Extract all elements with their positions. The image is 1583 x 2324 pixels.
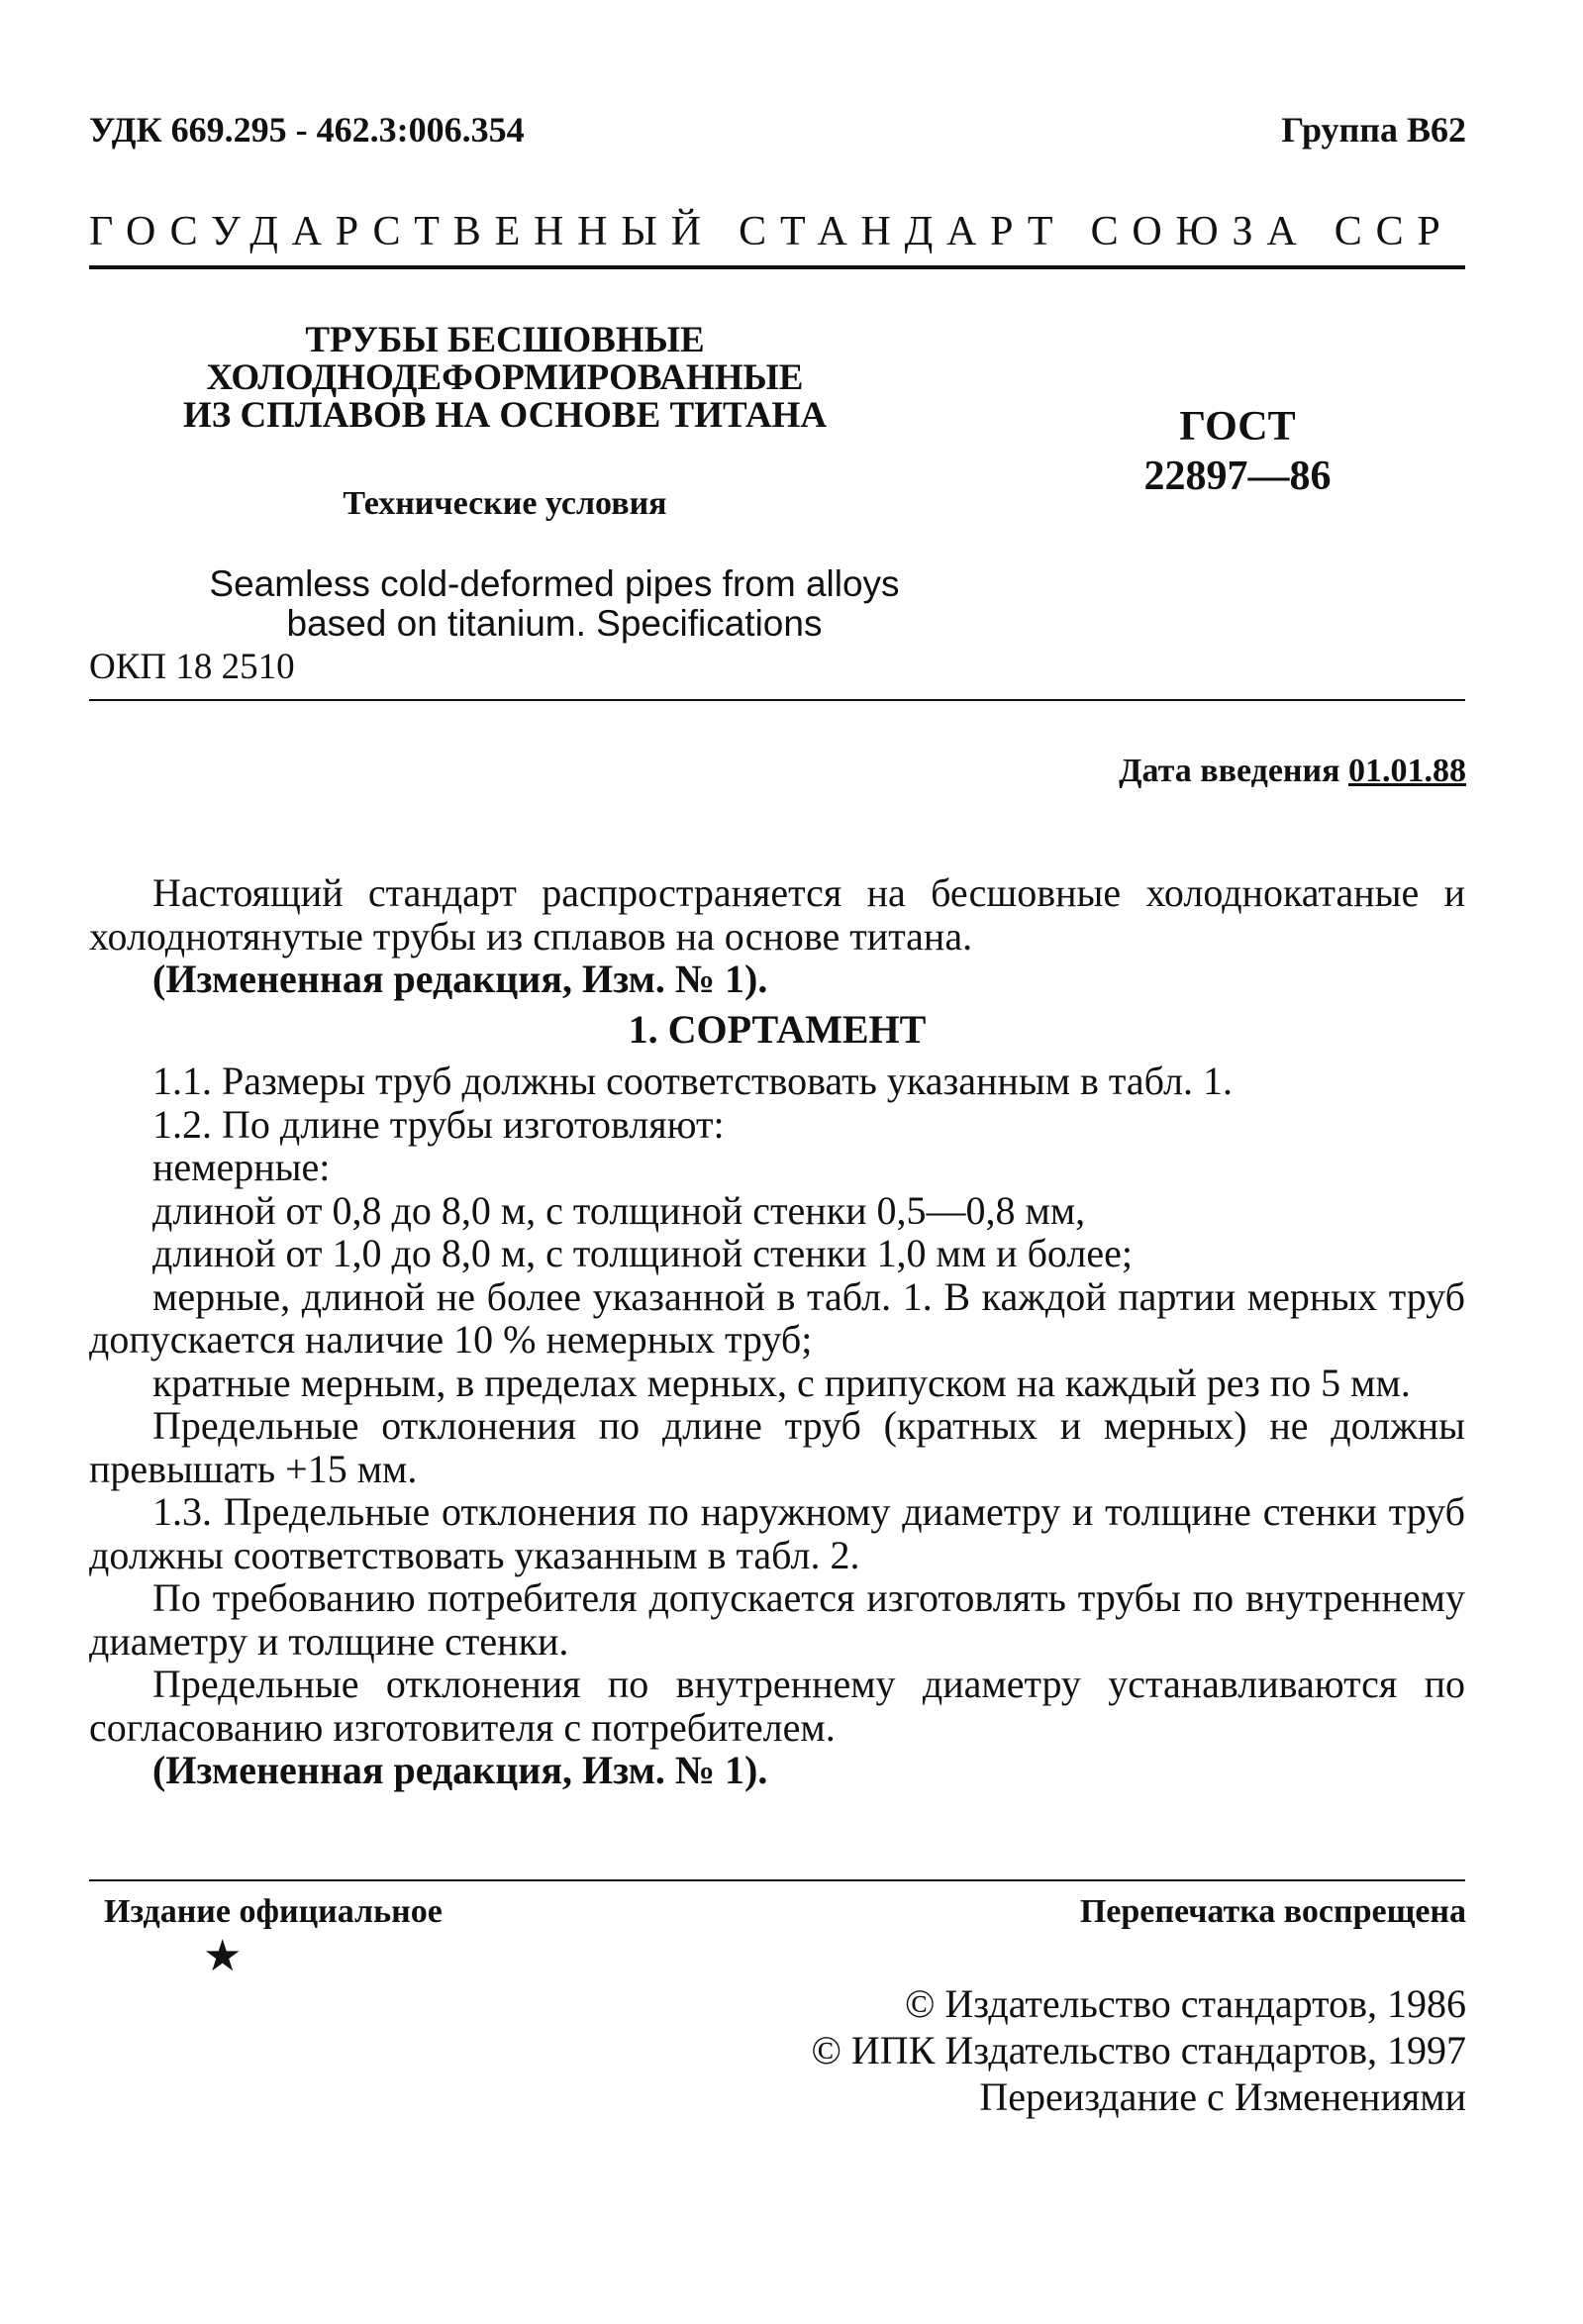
copyright-1986: © Издательство стандартов, 1986	[904, 1981, 1466, 2026]
gost-label: ГОСТ	[1179, 404, 1296, 450]
length-option-2: длиной от 1,0 до 8,0 м, с толщиной стенки 1,0 мм и более;	[152, 1231, 1133, 1275]
section-title: 1. СОРТАМЕНТ	[628, 1006, 927, 1052]
subtitle: Технические условия	[343, 485, 667, 522]
title-line-3: ИЗ СПЛАВОВ НА ОСНОВЕ ТИТАНА	[182, 395, 828, 436]
gost-number: 22897—86	[1143, 454, 1332, 499]
header-rule	[89, 265, 1465, 269]
clause-1-2: 1.2. По длине трубы изготовляют:	[152, 1101, 725, 1147]
group-code: Группа В62	[1281, 110, 1466, 150]
consumer-request-paragraph: По требованию потребителя допускается изготовлять трубы по внутреннему диаметру и толщине стенки.	[89, 1575, 1465, 1664]
measured-paragraph: мерные, длиной не более указанной в табл. 1. В каждой партии мерных труб допускается наличие 10 % немерных труб;	[89, 1273, 1465, 1362]
length-deviation-paragraph: Предельные отклонения по длине труб (кратных и мерных) не должны превышать +15 мм.	[89, 1403, 1465, 1491]
okp-code: ОКП 18 2510	[89, 647, 295, 687]
scope-paragraph: Настоящий стандарт распространяется на бесшовные холоднокатаные и холоднотянутые трубы из сплавов на основе титана.	[89, 870, 1465, 959]
introduction-date-line	[1119, 753, 1466, 790]
title-line-1: ТРУБЫ БЕСШОВНЫЕ	[305, 320, 705, 360]
copyright-1997: © ИПК Издательство стандартов, 1997	[811, 2028, 1466, 2072]
reissue-note: Переиздание с Изменениями	[979, 2074, 1466, 2119]
length-option-1: длиной от 0,8 до 8,0 м, с толщиной стенки 0,5—0,8 мм,	[152, 1187, 1086, 1233]
copyright-block	[575, 1980, 1466, 2120]
title-rule	[89, 699, 1465, 701]
clause-1-1: 1.1. Размеры труб должны соответствовать указанным в табл. 1.	[152, 1059, 1233, 1103]
state-standard-heading: ГОСУДАРСТВЕННЫЙ СТАНДАРТ СОЮЗА ССР	[89, 209, 1454, 254]
star-icon: ★	[203, 1932, 243, 1980]
official-edition: Издание официальное	[104, 1893, 443, 1930]
amendment-note: (Измененная редакция, Изм. № 1).	[152, 1748, 768, 1792]
standard-body	[89, 871, 1465, 1792]
udk-code: УДК 669.295 - 462.3:006.354	[89, 110, 525, 150]
footer-rule	[89, 1879, 1465, 1881]
multiple-paragraph: кратные мерным, в пределах мерных, с припуском на каждый рез по 5 мм.	[152, 1360, 1411, 1405]
english-title-line-1: Seamless cold-deformed pipes from alloys	[209, 563, 900, 604]
title-line-2: ХОЛОДНОДЕФОРМИРОВАННЫЕ	[206, 357, 804, 398]
english-title-line-2: based on titanium. Specifications	[286, 603, 823, 644]
inner-deviation-paragraph: Предельные отклонения по внутреннему диаметру устанавливаются по согласованию изготовителя с потребителем.	[89, 1662, 1465, 1750]
nonmeasured-label: немерные:	[152, 1145, 331, 1189]
reprint-prohibited: Перепечатка воспрещена	[1079, 1893, 1466, 1930]
introduction-date: 01.01.88	[1348, 753, 1466, 789]
clause-1-3: 1.3. Предельные отклонения по наружному диаметру и толщине стенки труб должны соответствовать указанным в табл. 2.	[89, 1489, 1465, 1577]
introduction-label: Дата введения	[1119, 753, 1340, 789]
amendment-note: (Измененная редакция, Изм. № 1).	[152, 957, 768, 1001]
